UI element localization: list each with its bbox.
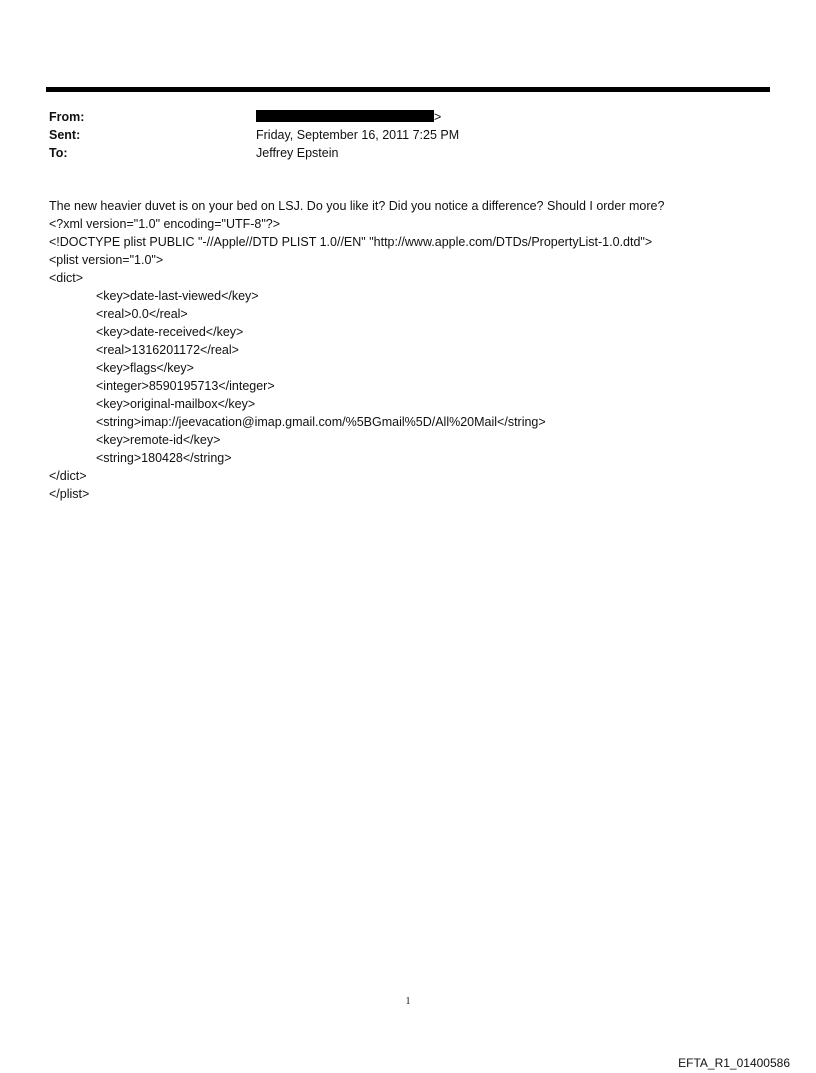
plist-open: <plist version="1.0"> — [49, 253, 164, 267]
plist-entry: <real>1316201172</real> — [96, 343, 239, 357]
dict-close: </dict> — [49, 469, 87, 483]
email-body — [49, 197, 769, 503]
plist-entry: <string>180428</string> — [96, 451, 232, 465]
message-text: The new heavier duvet is on your bed on LSJ. Do you like it? Did you notice a difference? Should I order more? — [49, 199, 665, 213]
from-label: From: — [49, 110, 85, 124]
xml-declaration: <?xml version="1.0" encoding="UTF-8"?> — [49, 217, 281, 231]
top-rule — [46, 87, 770, 92]
plist-entry: <key>date-received</key> — [96, 325, 244, 339]
to-label: To: — [49, 146, 68, 160]
page-number: 1 — [405, 996, 411, 1007]
doctype-line: <!DOCTYPE plist PUBLIC "-//Apple//DTD PLIST 1.0//EN" "http://www.apple.com/DTDs/PropertyList-1.0.dtd"> — [49, 235, 653, 249]
to-value: Jeffrey Epstein — [256, 146, 339, 160]
bates-number: EFTA_R1_01400586 — [678, 1056, 790, 1070]
dict-open: <dict> — [49, 271, 84, 285]
sent-value: Friday, September 16, 2011 7:25 PM — [256, 128, 460, 142]
plist-entry: <string>imap://jeevacation@imap.gmail.com/%5BGmail%5D/All%20Mail</string> — [96, 415, 546, 429]
sent-label: Sent: — [49, 128, 81, 142]
from-suffix: > — [434, 110, 442, 124]
redaction-box — [256, 110, 434, 122]
plist-entry: <key>remote-id</key> — [96, 433, 221, 447]
plist-close: </plist> — [49, 487, 90, 501]
plist-entry: <integer>8590195713</integer> — [96, 379, 275, 393]
plist-entry: <key>flags</key> — [96, 361, 194, 375]
from-value — [256, 108, 441, 126]
plist-entry: <key>date-last-viewed</key> — [96, 289, 259, 303]
plist-entry: <key>original-mailbox</key> — [96, 397, 256, 411]
plist-entry: <real>0.0</real> — [96, 307, 188, 321]
